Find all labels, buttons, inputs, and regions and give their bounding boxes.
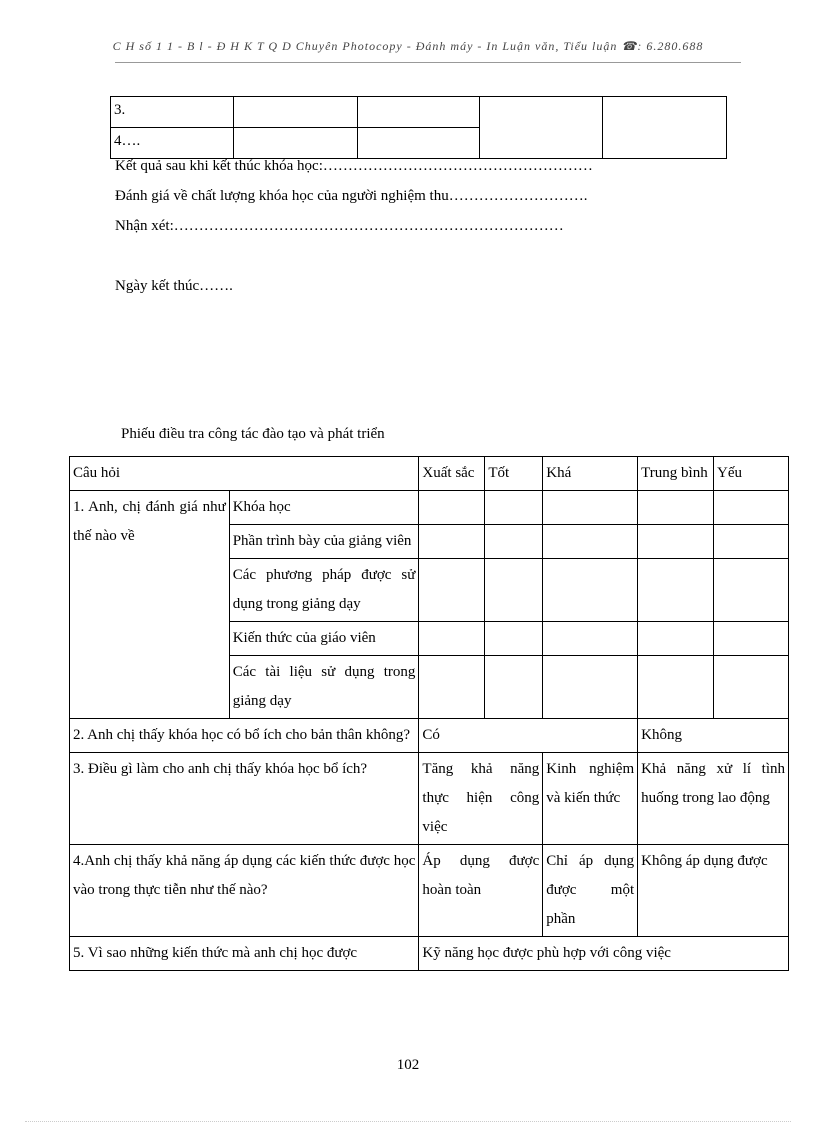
q3-option: Khả năng xử lí tình huống trong lao động	[638, 753, 789, 845]
rating-cell	[485, 656, 543, 719]
q2-yes: Có	[419, 719, 638, 753]
q1-text: 1. Anh, chị đánh giá như thế nào về	[70, 491, 230, 719]
page-number: 102	[396, 1057, 420, 1073]
rating-cell	[419, 559, 485, 622]
continuation-table	[110, 96, 727, 159]
comment-line: Nhận xét:……………………………………………………………………	[115, 218, 564, 234]
table-cell	[357, 128, 480, 159]
table-cell	[233, 128, 357, 159]
rating-cell	[638, 622, 714, 656]
header-average: Trung bình	[638, 457, 714, 491]
footer-divider	[25, 1121, 791, 1122]
table-cell	[603, 97, 727, 159]
rating-cell	[419, 491, 485, 525]
rating-cell	[638, 656, 714, 719]
table-cell	[357, 97, 480, 128]
q2-text: 2. Anh chị thấy khóa học có bổ ích cho bản thân không?	[70, 719, 419, 753]
q1-item: Các tài liệu sử dụng trong giảng dạy	[229, 656, 419, 719]
rating-cell	[485, 491, 543, 525]
rating-cell	[714, 491, 789, 525]
header-good: Tốt	[485, 457, 543, 491]
survey-title: Phiếu điều tra công tác đào tạo và phát triển	[121, 426, 385, 442]
page-header: C H số 1 1 - B l - Đ H K T Q D Chuyên Photocopy - Đánh máy - In Luận văn, Tiểu luận ☎: 6.280.688	[112, 39, 704, 53]
table-cell	[233, 97, 357, 128]
rating-cell	[714, 622, 789, 656]
q5-option: Kỹ năng học được phù hợp với công việc	[419, 937, 789, 971]
q4-text: 4.Anh chị thấy khả năng áp dụng các kiến thức được học vào trong thực tiễn như thế nào?	[70, 845, 419, 937]
rating-cell	[638, 491, 714, 525]
q3-text: 3. Điều gì làm cho anh chị thấy khóa học bổ ích?	[70, 753, 419, 845]
rating-cell	[543, 491, 638, 525]
header-divider	[115, 62, 741, 63]
rating-cell	[485, 622, 543, 656]
header-weak: Yếu	[714, 457, 789, 491]
evaluation-line: Đánh giá về chất lượng khóa học của người nghiệm thu……………………….	[115, 188, 588, 204]
survey-table	[69, 456, 789, 971]
rating-cell	[543, 622, 638, 656]
row-number: 3.	[111, 97, 234, 128]
rating-cell	[485, 559, 543, 622]
rating-cell	[638, 525, 714, 559]
q4-option: Không áp dụng được	[638, 845, 789, 937]
q4-option: Áp dụng được hoàn toàn	[419, 845, 543, 937]
rating-cell	[543, 559, 638, 622]
result-line: Kết quả sau khi kết thúc khóa học:………………………………………………	[115, 158, 593, 174]
rating-cell	[714, 525, 789, 559]
header-fair: Khá	[543, 457, 638, 491]
q3-option: Tăng khả năng thực hiện công việc	[419, 753, 543, 845]
row-number: 4….	[111, 128, 234, 159]
q1-item: Khóa học	[229, 491, 419, 525]
q1-item: Phần trình bày của giảng viên	[229, 525, 419, 559]
table-cell	[480, 97, 603, 159]
rating-cell	[543, 525, 638, 559]
q4-option: Chỉ áp dụng được một phần	[543, 845, 638, 937]
q3-option: Kinh nghiệm và kiến thức	[543, 753, 638, 845]
rating-cell	[419, 622, 485, 656]
header-excellent: Xuất sắc	[419, 457, 485, 491]
q2-no: Không	[638, 719, 789, 753]
rating-cell	[485, 525, 543, 559]
end-date-line: Ngày kết thúc…….	[115, 278, 233, 294]
rating-cell	[419, 525, 485, 559]
q1-item: Các phương pháp được sử dụng trong giảng dạy	[229, 559, 419, 622]
rating-cell	[419, 656, 485, 719]
rating-cell	[714, 656, 789, 719]
rating-cell	[543, 656, 638, 719]
header-question: Câu hỏi	[70, 457, 419, 491]
q5-text: 5. Vì sao những kiến thức mà anh chị học được	[70, 937, 419, 971]
q1-item: Kiến thức của giáo viên	[229, 622, 419, 656]
rating-cell	[714, 559, 789, 622]
rating-cell	[638, 559, 714, 622]
